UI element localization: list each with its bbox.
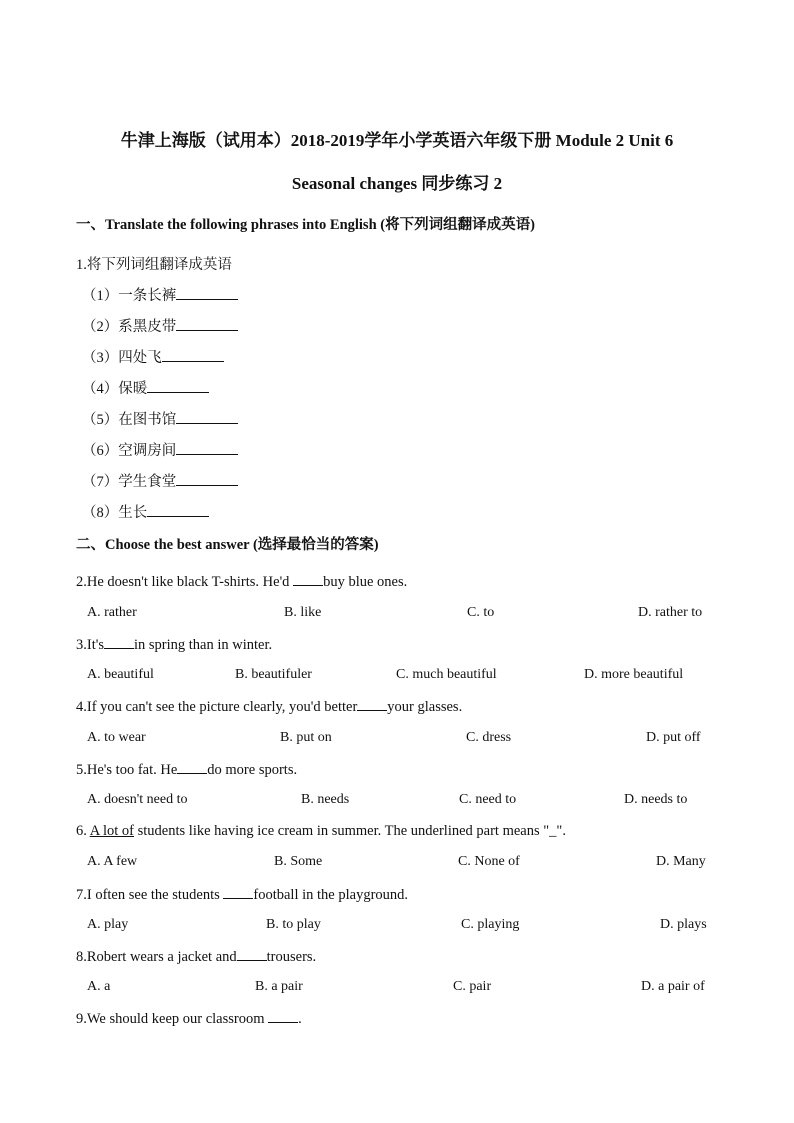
option-b: B. a pair [255, 979, 303, 994]
q1-item-label: （5）在图书馆 [82, 412, 177, 428]
answer-blank [176, 285, 238, 300]
option-c: C. pair [453, 979, 492, 994]
question-3: 3.It's in spring than in winter. [76, 637, 273, 653]
answer-blank [147, 378, 209, 393]
q1-item [82, 315, 238, 336]
q1-item-label: （6）空调房间 [82, 443, 177, 459]
answer-blank [176, 440, 238, 455]
answer-blank [223, 886, 253, 899]
option-b: B. needs [301, 792, 350, 807]
q1-item-label: （4）保暖 [82, 381, 148, 397]
option-c: C. much beautiful [396, 667, 497, 682]
option-a: A. play [87, 917, 129, 932]
option-a: A. A few [87, 854, 138, 869]
q1-item-label: （1）一条长裤 [82, 288, 177, 304]
q1-item [82, 439, 238, 460]
answer-blank [104, 636, 134, 649]
answer-blank [176, 471, 238, 486]
q1-item-label: （7）学生食堂 [82, 474, 177, 490]
option-a: A. beautiful [87, 667, 154, 682]
q1-item [82, 470, 238, 491]
answer-blank [147, 502, 209, 517]
q1-item [82, 377, 209, 398]
question-5: 5.He's too fat. He do more sports. [76, 762, 298, 778]
title-line-2: Seasonal changes 同步练习 2 [291, 174, 503, 193]
option-d: D. plays [660, 917, 707, 932]
q1-item [82, 284, 238, 305]
answer-blank [268, 1010, 298, 1023]
q1-item [82, 408, 238, 429]
option-b: B. to play [266, 917, 321, 932]
option-d: D. rather to [638, 605, 703, 620]
question-4: 4.If you can't see the picture clearly, you'd better your glasses. [76, 699, 463, 715]
q1-item [82, 501, 209, 522]
option-d: D. a pair of [641, 979, 705, 994]
option-a: A. a [87, 979, 111, 994]
underlined-phrase: A lot of [89, 823, 135, 839]
option-c: C. dress [466, 730, 512, 745]
answer-blank [293, 573, 323, 586]
question-9: 9.We should keep our classroom . [76, 1011, 302, 1027]
question-6: 6. A lot of students like having ice cream in summer. The underlined part means "_". [76, 823, 566, 839]
option-d: D. put off [646, 730, 701, 745]
option-b: B. like [284, 605, 322, 620]
option-a: A. doesn't need to [87, 792, 188, 807]
q1-item [82, 346, 224, 367]
q1-item-label: （3）四处飞 [82, 350, 162, 366]
option-b: B. Some [274, 854, 323, 869]
answer-blank [176, 409, 238, 424]
question-8: 8.Robert wears a jacket and trousers. [76, 949, 317, 965]
q1-item-label: （8）生长 [82, 505, 148, 521]
section-2-heading: 二、Choose the best answer (选择最恰当的答案) [76, 537, 379, 553]
option-a: A. rather [87, 605, 137, 620]
option-c: C. playing [461, 917, 520, 932]
option-c: C. need to [459, 792, 517, 807]
answer-blank [357, 698, 387, 711]
option-d: D. needs to [624, 792, 688, 807]
answer-blank [177, 761, 207, 774]
option-c: C. to [467, 605, 495, 620]
question-2: 2.He doesn't like black T-shirts. He'd buy blue ones. [76, 574, 408, 590]
option-a: A. to wear [87, 730, 146, 745]
question-7: 7.I often see the students football in the playground. [76, 887, 409, 903]
q1-prompt: 1.将下列词组翻译成英语 [76, 257, 232, 273]
answer-blank [176, 316, 238, 331]
option-b: B. beautifuler [235, 667, 312, 682]
option-c: C. None of [458, 854, 520, 869]
title-line-1: 牛津上海版（试用本）2018-2019学年小学英语六年级下册 Module 2 Unit 6 [120, 131, 674, 150]
answer-blank [237, 948, 267, 961]
answer-blank [162, 347, 224, 362]
option-b: B. put on [280, 730, 332, 745]
q1-item-label: （2）系黑皮带 [82, 319, 177, 335]
option-d: D. Many [656, 854, 706, 869]
option-d: D. more beautiful [584, 667, 684, 682]
section-1-heading: 一、Translate the following phrases into English (将下列词组翻译成英语) [76, 217, 535, 233]
